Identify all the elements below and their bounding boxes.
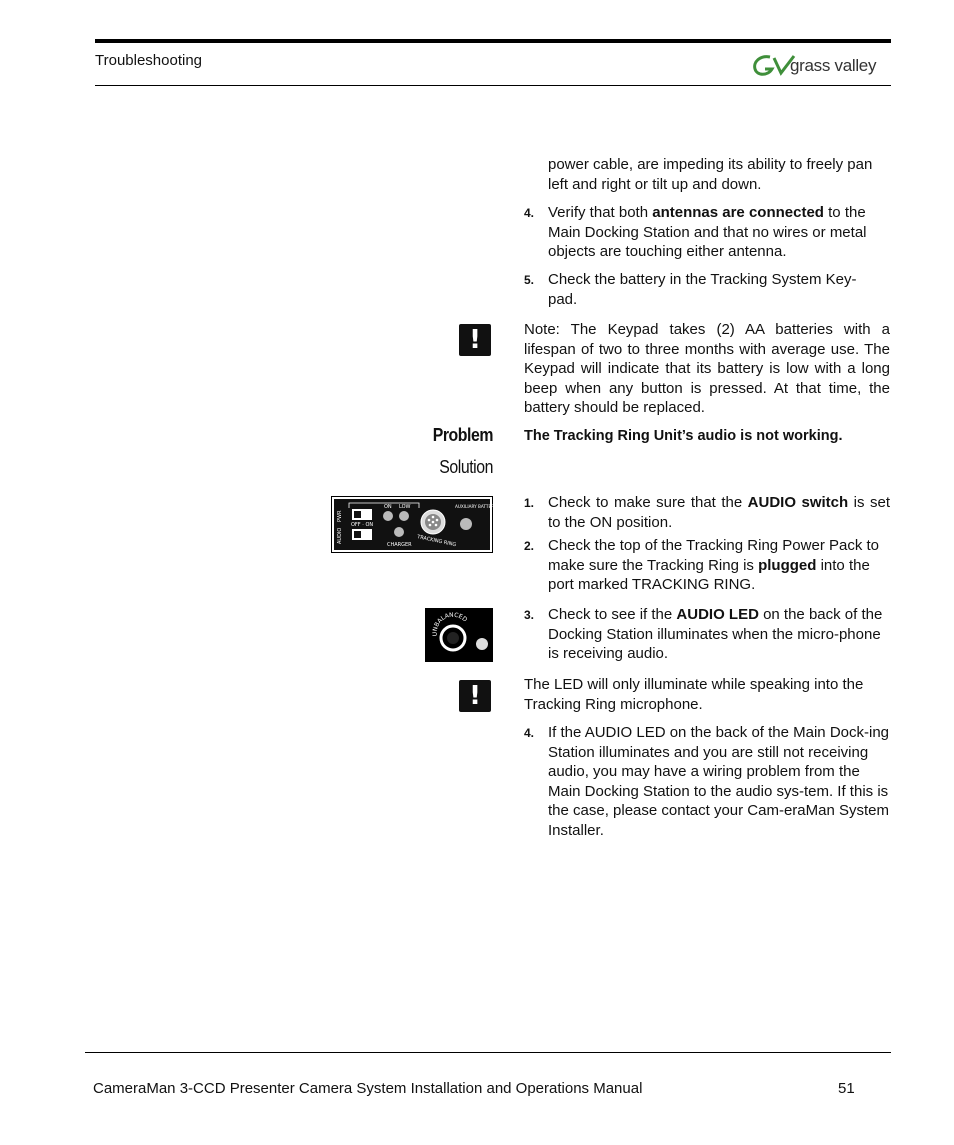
step-text: is set to the ON position. (548, 494, 890, 531)
step-text: Check the top of the Tracking Ring Power Pack to make sure the Tracking Ring is (548, 537, 880, 574)
aux-battery-label: AUXILIARY BATTERY PACK (455, 504, 509, 509)
step-bold-text: plugged (758, 556, 817, 574)
problem-label: Problem (432, 425, 493, 445)
audio-label: AUDIO (337, 527, 343, 544)
off-on-label: OFF · ON (351, 522, 374, 528)
problem-statement: The Tracking Ring Unit’s audio is not working. (524, 428, 843, 444)
step-number: 3. (524, 608, 535, 622)
caution-icon: ! (459, 324, 491, 356)
step-text: If the AUDIO LED on the back of the Main Dock-ing Station illuminates and you are still not receiving audio, you may have a wiring problem from the Main Docking Station to the audio sys-tem. If this is the case, please contact your Cam-eraMan System Installer. (548, 724, 890, 839)
low-led-icon (399, 511, 409, 521)
note-text: The LED will only illuminate while speaking into the Tracking Ring microphone. (524, 676, 864, 713)
step-number: 5. (524, 273, 535, 287)
step-number: 4. (524, 726, 535, 740)
note-text: Note: The Keypad takes (2) AA batteries with a lifespan of two to three months with average use. The Keypad will indicate that its battery is low with a long beep when any button is pressed. At that time, the battery should be replaced. (524, 321, 890, 416)
tracking-ring-label: TRACKING RING (416, 534, 457, 549)
step-text: on the back of the Docking Station illuminates when the micro-phone is receiving audio. (548, 606, 883, 662)
step-text: Check to make sure that the (548, 494, 748, 511)
audio-led-icon (476, 638, 488, 650)
step-text: Check to see if the (548, 606, 677, 623)
on-led-icon (383, 511, 393, 521)
audio-led-image (425, 608, 493, 662)
header-section-title: Troubleshooting (95, 52, 203, 69)
power-pack-panel-image (331, 496, 509, 553)
header-rule (95, 39, 891, 43)
step-number: 1. (524, 496, 535, 510)
grass-valley-logo (750, 52, 890, 80)
low-label: LOW (399, 504, 411, 510)
on-label: ON (384, 504, 392, 510)
step-number: 4. (524, 206, 535, 220)
charger-led-icon (394, 527, 404, 537)
header-underline (95, 85, 891, 86)
step-bold-text: AUDIO switch (747, 494, 849, 511)
footer-rule (85, 1052, 891, 1053)
continuation-text: power cable, are impeding its ability to freely pan left and right or tilt up and down. (548, 156, 873, 193)
unbalanced-label: UNBALANCED (431, 611, 469, 637)
step-text: to the Main Docking Station and that no wires or metal objects are touching either antenna. (548, 204, 867, 260)
aux-jack-icon (460, 518, 472, 530)
caution-icon: ! (459, 680, 491, 712)
page-number: 51 (838, 1080, 855, 1097)
step-text: Verify that both (548, 204, 653, 221)
charger-label: CHARGER (387, 542, 412, 548)
step-text: Check the battery in the Tracking System Key-pad. (548, 271, 857, 308)
pwr-label: PWR (337, 510, 343, 522)
logo-wordmark: grass valley (790, 56, 877, 75)
step-number: 2. (524, 539, 535, 553)
solution-label: Solution (439, 457, 493, 477)
footer-title: CameraMan 3-CCD Presenter Camera System Installation and Operations Manual (93, 1080, 643, 1097)
step-text: into the port marked TRACKING RING. (548, 556, 870, 593)
step-bold-text: antennas are connected (652, 204, 824, 221)
step-bold-text: AUDIO LED (676, 606, 759, 623)
